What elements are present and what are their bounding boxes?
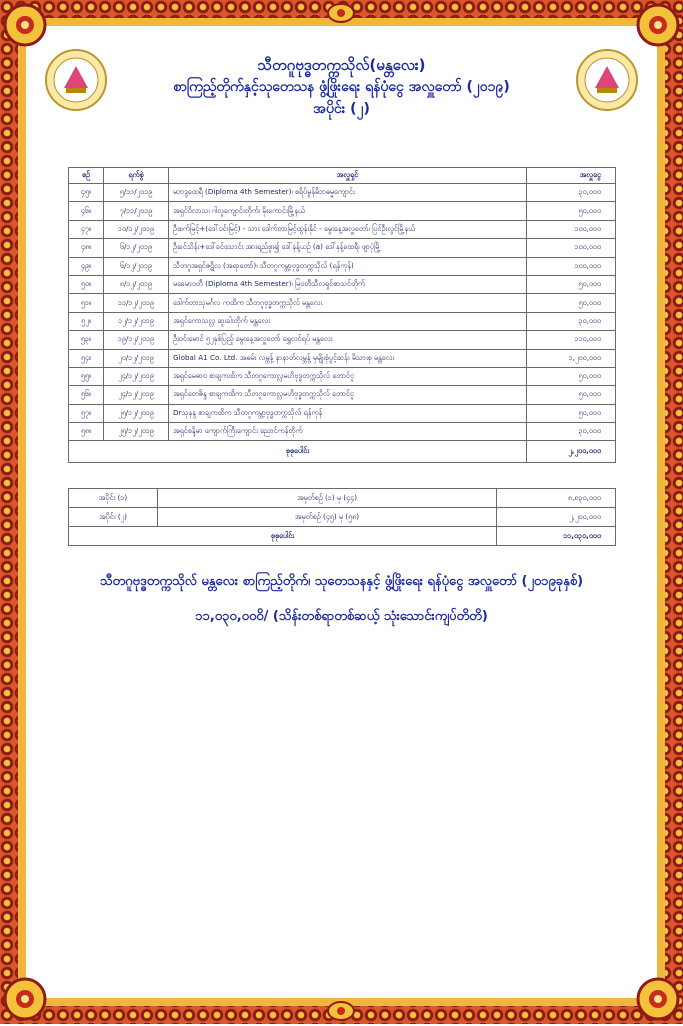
row-serial: ၄၉။ — [69, 257, 104, 275]
row-amount: ၅၀,၀၀၀ — [527, 275, 616, 293]
row-serial: ၅၆။ — [69, 386, 104, 404]
summary-total-amount: ၁၁,၀၃၀,၀၀၀ — [497, 527, 616, 546]
row-donor: အရှင်စန္ဒိမာ ကျောက်ကြီးကျောင်း ညောင်ကန်တိုက် — [169, 423, 527, 441]
table-row — [69, 184, 616, 202]
row-amount: ၅၀,၀၀၀ — [527, 386, 616, 404]
row-date: ၆/၁၂/၂၀၁၉ — [104, 257, 169, 275]
document-header — [110, 54, 573, 120]
part-title: အပိုင်း (၂) — [313, 101, 370, 117]
row-amount: ၁၀၀,၀၀၀ — [527, 257, 616, 275]
header-donor: အလှူရှင် — [169, 168, 527, 184]
header-date: ရက်စွဲ — [104, 168, 169, 184]
row-amount: ၁၀၀,၀၀၀ — [527, 220, 616, 238]
summary-amount: ၂,၂၀၀,၀၀၀ — [497, 508, 616, 527]
row-date: ၇/၁၁/၂၀၁၉ — [104, 202, 169, 220]
row-amount: ၁,၂၀၀,၀၀၀ — [527, 349, 616, 367]
edge-ornament-icon — [326, 2, 356, 24]
table-row — [69, 275, 616, 293]
row-serial: ၄၅။ — [69, 184, 104, 202]
row-donor: Global A1 Co. Ltd. အဓမ်း လမ္ဘန့် နာနာတ်လမ္ဘန့် မှမျိုးစုံပွင့်ဆန်း မိသားစု မန္တလေး — [169, 349, 527, 367]
row-serial: ၅၀။ — [69, 275, 104, 293]
row-date: ၂၀/၁၂/၂၀၁၉ — [104, 349, 169, 367]
summary-part: အပိုင်း (၁) — [69, 489, 158, 508]
row-donor: အရှင်မေဓာဝ စာချကထိက သီတဂူကောလ္လမဟိဗုဒ္ဓတက္ကသိုလ် တောင်ငူ — [169, 367, 527, 385]
row-serial: ၅၈။ — [69, 423, 104, 441]
footer-amount-line: ၁၁,၀၃၀,၀၀၀ိ/ (သိန်းတစ်ရာတစ်ဆယ့် သုံးသောင်းကျပ်တိတိ) — [195, 609, 488, 624]
donation-table — [68, 167, 616, 463]
row-serial: ၅၅။ — [69, 367, 104, 385]
table-row — [69, 349, 616, 367]
corner-ornament-icon — [635, 976, 681, 1022]
table-row — [69, 294, 616, 312]
summary-total-row — [69, 527, 616, 546]
header-serial: စဉ် — [69, 168, 104, 184]
row-date: ၈/၁၂/၂၀၁၉ — [104, 275, 169, 293]
row-amount: ၅၀,၀၀၀ — [527, 404, 616, 422]
row-donor: Drသုနန္ဒ စာချကထိက သီတဂူကမ္ဘာ့ဗုဒ္ဓတက္ကသိုလ် ရန်ကုန် — [169, 404, 527, 422]
university-seal-icon — [575, 48, 639, 112]
row-donor: ဒေါက်တာသုမင်္ဂလ ကထိက သီတဂူဗုဒ္ဓတက္ကသိုလ် မန္တလေး — [169, 294, 527, 312]
row-amount: ၅၀,၀၀၀ — [527, 294, 616, 312]
row-donor: အရှင်ကောသလ္လ ဆူးခါးတိုက် မန္တလေး — [169, 312, 527, 330]
row-serial: ၄၇။ — [69, 220, 104, 238]
row-serial: ၅၂။ — [69, 312, 104, 330]
row-date: ၁၉/၁၂/၂၀၁၉ — [104, 331, 169, 349]
row-donor: မဘဒ္ဒထေရီ (Diploma 4th Semester)၊ စရိပ်မွန်ဓိဘဓမ္မကျောင်း — [169, 184, 527, 202]
table-row — [69, 239, 616, 257]
university-seal-icon — [44, 48, 108, 112]
footer-fund-line: သီတဂူဗုဒ္ဓတက္ကသိုလ် မန္တလေး စာကြည့်တိုက်၊ သုတေသနနှင့် ဖွံ့ဖြိုးရေး ရန်ပုံငွေ အလှူတော် (၂၀၁၉ခုနှစ်) — [99, 574, 584, 589]
row-serial: ၄၈။ — [69, 239, 104, 257]
table-row — [69, 386, 616, 404]
row-donor: အရှင်တေဇိန္ဒ စာချကထိက သီတဂူကောလ္လမဟိဗုဒ္ဓတက္ကသိုလ် တောင်ငူ — [169, 386, 527, 404]
university-title: သီတဂူဗုဒ္ဓတက္ကသိုလ်(မန္တလေး) — [257, 56, 426, 74]
row-donor: ဦးခင်သိန်း+ဒေါ်ခင်သောင်း အားရည်စူး၍ ဒေါ်နန့်ယဉ် (a) ဒေါ်နန့်ထေရီ၊ ဖျာပုံမြို့ — [169, 239, 527, 257]
summary-part: အပိုင်း (၂) — [69, 508, 158, 527]
row-date: ၁၂/၁၂/၂၀၁၉ — [104, 312, 169, 330]
summary-range: အမှတ်စဉ် (၄၅) မှ (၅၈) — [158, 508, 497, 527]
row-date: ၁၀/၁၂/၂၀၁၉ — [104, 220, 169, 238]
row-date: ၂၄/၁၂/၂၀၁၉ — [104, 367, 169, 385]
row-date: ၆/၁၂/၂၀၁၉ — [104, 239, 169, 257]
row-amount: ၃၀,၀၀၀ — [527, 423, 616, 441]
table-row — [69, 312, 616, 330]
summary-total-label: စုစုပေါင်း — [69, 527, 497, 546]
edge-ornament-icon — [326, 1000, 356, 1022]
row-amount: ၁၀၀,၀၀၀ — [527, 239, 616, 257]
row-serial: ၅၄။ — [69, 349, 104, 367]
row-amount: ၅၀,၀၀၀ — [527, 202, 616, 220]
row-amount: ၅၀,၀၀၀ — [527, 367, 616, 385]
corner-ornament-icon — [2, 976, 48, 1022]
row-donor: သီတဂူအရှင်ဇဋိလ (အရာတော်)၊ သီတဂူကမ္ဘာ့ဗုဒ္ဓတက္ကသိုလ် (ရန်ကုန်) — [169, 257, 527, 275]
row-donor: ဦးစက်မြင့်+(ဒေါ်ဝင်းမြင့်) - သား ဒေါက်တာမြင့်ထွန်းနိုင် - မွေးနေ့အလှူတော်၊ ပြင်ဦးလွင်မြို့နယ် — [169, 220, 527, 238]
table-row — [69, 404, 616, 422]
row-serial: ၅၃။ — [69, 331, 104, 349]
row-serial: ၄၆။ — [69, 202, 104, 220]
row-date: ၅/၁၁/၂၀၁၉ — [104, 184, 169, 202]
row-serial: ၅၁။ — [69, 294, 104, 312]
fund-title: စာကြည့်တိုက်နှင့်သုတေသန ဖွံ့ဖြိုးရေး ရန်ပုံငွေ အလှူတော် (၂၀၁၉) — [173, 79, 510, 95]
table-row — [69, 257, 616, 275]
corner-ornament-icon — [2, 2, 48, 48]
row-donor: ဦးဝင်းမောင် ၅၂နှစ်ပြည့် မွေးနေ့အလှူတော် ရွှေလင်ရပ် မန္တလေး — [169, 331, 527, 349]
total-label: စုစုပေါင်း — [69, 441, 527, 463]
table-row — [69, 423, 616, 441]
table-row — [69, 202, 616, 220]
table-header-row — [69, 168, 616, 184]
row-donor: အရှင်ဝိလာသ၊ ဂါလူကျောင်းတိုက်၊ မိုးကောင်းမြို့နယ် — [169, 202, 527, 220]
table-row — [69, 220, 616, 238]
summary-range: အမှတ်စဉ် (၁) မှ (၄၄) — [158, 489, 497, 508]
row-date: ၂၄/၁၂/၂၀၁၉ — [104, 386, 169, 404]
table-row — [69, 331, 616, 349]
row-amount: ၁၁၀,၀၀၀ — [527, 331, 616, 349]
summary-row — [69, 508, 616, 527]
total-amount: ၂,၂၀၀,၀၀၀ — [527, 441, 616, 463]
total-row — [69, 441, 616, 463]
corner-ornament-icon — [635, 2, 681, 48]
row-serial: ၅၇။ — [69, 404, 104, 422]
row-date: ၂၅/၁၂/၂၀၁၉ — [104, 404, 169, 422]
header-amount: အလှူငွေ — [527, 168, 616, 184]
summary-table — [68, 488, 616, 546]
row-date: ၁၁/၁၂/၂၀၁၉ — [104, 294, 169, 312]
table-row — [69, 367, 616, 385]
summary-amount: ၈,၈၃၀,၀၀၀ — [497, 489, 616, 508]
row-donor: မခေမာဝတီ (Diploma 4th Semester)၊ မြဝတီသီလရှင်စာသင်တိုက် — [169, 275, 527, 293]
row-amount: ၃၀,၀၀၀ — [527, 184, 616, 202]
row-date: ၂၅/၁၂/၂၀၁၉ — [104, 423, 169, 441]
summary-row — [69, 489, 616, 508]
row-amount: ၃၀,၀၀၀ — [527, 312, 616, 330]
